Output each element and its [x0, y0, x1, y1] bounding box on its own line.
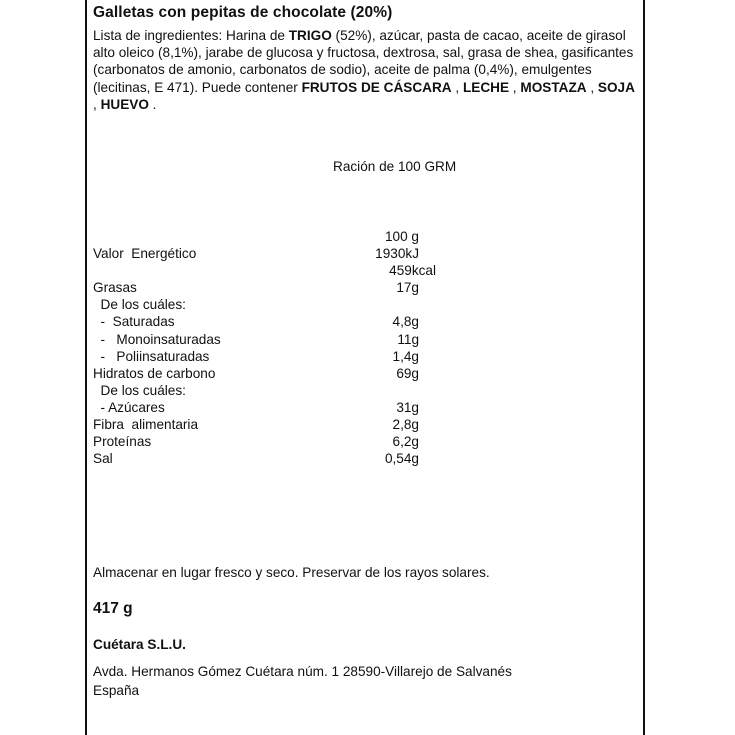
storage-instructions: Almacenar en lugar fresco y seco. Preservar de los rayos solares. — [93, 565, 490, 580]
nutrient-value: 0,54g — [384, 451, 419, 467]
ingredients-separator: , — [509, 79, 521, 95]
allergen-wheat: TRIGO — [288, 28, 332, 43]
nutrient-value: 1930kJ — [375, 246, 419, 262]
ingredients-end: . — [148, 96, 157, 112]
allergen-milk: LECHE — [462, 79, 510, 95]
nutrient-label: Valor Energético — [93, 246, 197, 262]
nutrient-value: 31g — [396, 399, 419, 415]
nutrient-label: Fibra alimentaria — [93, 417, 199, 433]
nutrition-row-salt — [93, 450, 433, 467]
nutrition-row-polyunsaturated — [93, 348, 433, 365]
nutrition-row-fibre — [93, 416, 433, 433]
nutrition-row-sugars — [93, 399, 433, 416]
nutrient-label: - Poliinsaturadas — [93, 348, 210, 364]
nutrition-row-energy-kcal — [93, 262, 436, 279]
nutrient-value: 4,8g — [392, 314, 419, 330]
ingredients-text: (52%), azúcar, pasta de cacao, aceite de girasol alto oleico (8,1%), jarabe de glucosa y fructosa, dextrosa, sal, grasa de shea, gasificantes (carbonatos de amonio, carbonatos de sodio), aceite de palma (0,4%), emulgentes (lecitinas, E 471). Puede contener — [93, 28, 634, 95]
nutrition-table — [93, 228, 436, 467]
nutrient-value: 17g — [396, 280, 419, 296]
nutrition-row-monounsaturated — [93, 331, 433, 348]
nutrient-label: - Saturadas — [93, 314, 175, 330]
nutrition-column-header: 100 g — [384, 229, 419, 244]
nutrition-row-energy-kj — [93, 245, 433, 262]
nutrient-value: 2,8g — [392, 417, 419, 433]
nutrient-label: Grasas — [93, 280, 137, 296]
nutrient-value: 459kcal — [389, 263, 436, 279]
allergen-egg: HUEVO — [100, 96, 149, 112]
address-country: España — [93, 683, 140, 698]
net-weight: 417 g — [93, 600, 133, 617]
ingredients-list — [93, 27, 638, 113]
nutrition-row-protein — [93, 433, 433, 450]
product-title: Galletas con pepitas de chocolate (20%) — [93, 4, 393, 21]
ingredients-separator: , — [451, 79, 463, 95]
ingredients-text: Lista de ingredientes: Harina de — [93, 28, 289, 43]
product-label-sheet — [85, 0, 645, 735]
ingredients-separator: , — [586, 79, 598, 95]
nutrient-label: De los cuáles: — [93, 382, 186, 398]
nutrient-label: - Azúcares — [93, 399, 165, 415]
nutrient-label: De los cuáles: — [93, 297, 186, 313]
manufacturer-address — [93, 662, 512, 700]
nutrient-value: 6,2g — [392, 434, 419, 450]
ingredients-separator: , — [93, 96, 101, 112]
nutrient-label: - Monoinsaturadas — [93, 331, 221, 347]
nutrient-label: Sal — [93, 451, 113, 467]
manufacturer-name: Cuétara S.L.U. — [93, 637, 186, 652]
nutrition-row-saturated — [93, 313, 433, 330]
allergen-mustard: MOSTAZA — [520, 79, 587, 95]
nutrition-header-row — [93, 228, 433, 245]
nutrition-row-carbohydrates — [93, 365, 433, 382]
nutrient-value: 69g — [396, 365, 419, 381]
serving-size-label: Ración de 100 GRM — [333, 159, 457, 174]
address-line: Avda. Hermanos Gómez Cuétara núm. 1 28590-Villarejo de Salvanés — [93, 664, 512, 679]
nutrient-label: Hidratos de carbono — [93, 365, 216, 381]
nutrition-row-fat-of-which — [93, 296, 433, 313]
nutrition-row-fat — [93, 279, 433, 296]
nutrient-value: 1,4g — [392, 348, 419, 364]
nutrient-value: 11g — [397, 331, 419, 347]
allergen-soy: SOJA — [597, 79, 635, 95]
nutrient-label: Proteínas — [93, 434, 152, 450]
nutrition-row-carbs-of-which — [93, 382, 433, 399]
allergen-nuts: FRUTOS DE CÁSCARA — [301, 79, 452, 95]
